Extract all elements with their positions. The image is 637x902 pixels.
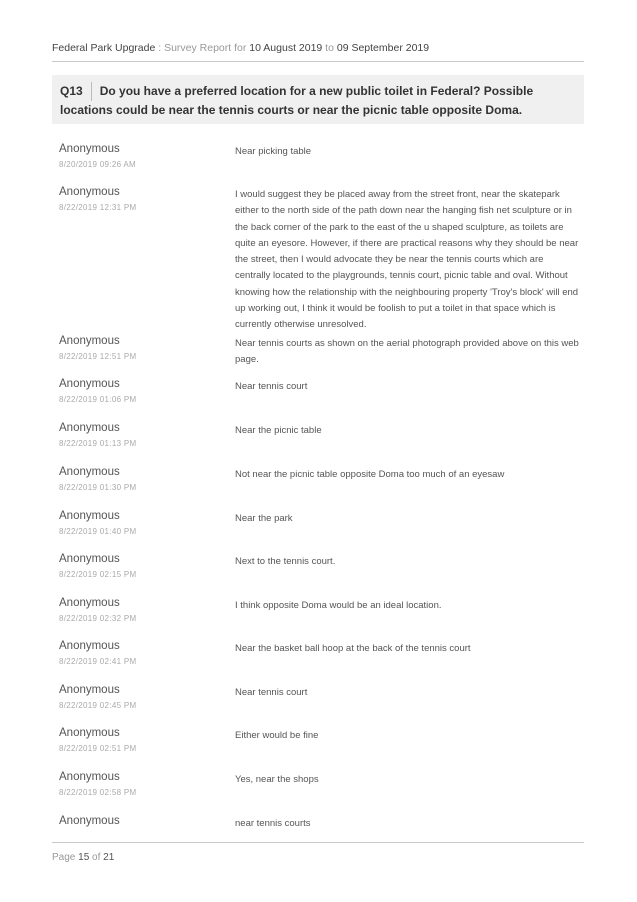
response-text: Near tennis court [235,381,308,392]
of-word: of [89,852,104,863]
response-text: Yes, near the shops [235,774,319,785]
respondent-name: Anonymous [59,143,120,155]
response-date: 8/22/2019 02:58 PM [59,788,137,797]
response-date: 8/22/2019 02:15 PM [59,570,137,579]
respondent-name: Anonymous [59,422,120,434]
response-text: Near picking table [235,146,312,157]
response-date: 8/22/2019 02:32 PM [59,614,137,623]
response-date: 8/22/2019 02:41 PM [59,657,137,666]
response-text: Near the picnic table [235,425,322,436]
question-box [52,75,584,124]
response-text: Either would be fine [235,730,319,741]
response-text: Near tennis court [235,687,308,698]
respondent-name: Anonymous [59,597,120,609]
response-text: I would suggest they be placed away from the street front, near the skatepark either to the north side of the path down near the hanging fish net sculpture or in the back corner of the park to the east of the u shaped sculpture, as toilets are quite an eyesore. However, if there are practical reasons why they should be near the street, then I would advocate they be near the tennis courts which are centrally located to the playgrounds, tennis court, picnic table and oval. Without knowing how the relationship with the neighbouring property 'Troy's block' will end up working out, I think it would be foolish to put a toilet in that space which is currently otherwise unresolved. [235,189,579,331]
report-prefix: Survey Report for [164,42,250,54]
question-text: Do you have a preferred location for a new public toilet in Federal? Possible locations could be near the tennis courts or near the picnic table opposite Doma. [60,84,534,117]
page-number: 15 [78,852,90,863]
page-word: Page [52,852,79,863]
response-date: 8/22/2019 01:13 PM [59,439,137,448]
respondent-name: Anonymous [59,553,120,565]
response-date: 8/22/2019 01:40 PM [59,527,137,536]
response-date: 8/22/2019 02:45 PM [59,701,137,710]
report-header [52,42,584,54]
respondent-name: Anonymous [59,684,120,696]
response-text: Near tennis courts as shown on the aerial photograph provided above on this web page. [235,338,579,366]
header-divider [52,61,584,62]
respondent-name: Anonymous [59,815,120,827]
page-footer [52,852,114,863]
question-number: Q13 [60,82,92,101]
response-text: I think opposite Doma would be an ideal location. [235,600,442,611]
response-text: Not near the picnic table opposite Doma too much of an eyesaw [235,469,505,480]
response-text: Next to the tennis court. [235,556,336,567]
survey-title: Federal Park Upgrade [52,42,156,54]
response-date: 8/22/2019 01:06 PM [59,395,137,404]
response-date: 8/22/2019 02:51 PM [59,744,137,753]
response-text: Near the park [235,513,293,524]
response-text: Near the basket ball hoop at the back of the tennis court [235,643,471,654]
respondent-name: Anonymous [59,466,120,478]
response-text: near tennis courts [235,818,311,829]
footer-divider [52,842,584,843]
respondent-name: Anonymous [59,640,120,652]
response-date: 8/22/2019 12:51 PM [59,352,137,361]
respondent-name: Anonymous [59,727,120,739]
to-word: to [322,42,337,54]
response-date: 8/22/2019 01:30 PM [59,483,137,492]
total-pages: 21 [103,852,115,863]
respondent-name: Anonymous [59,771,120,783]
respondent-name: Anonymous [59,378,120,390]
respondent-name: Anonymous [59,335,120,347]
date-to: 09 September 2019 [336,42,430,54]
date-from: 10 August 2019 [249,42,323,54]
respondent-name: Anonymous [59,510,120,522]
header-separator: : [155,42,165,54]
response-date: 8/22/2019 12:31 PM [59,203,137,212]
response-date: 8/20/2019 09:26 AM [59,160,137,169]
respondent-name: Anonymous [59,186,120,198]
